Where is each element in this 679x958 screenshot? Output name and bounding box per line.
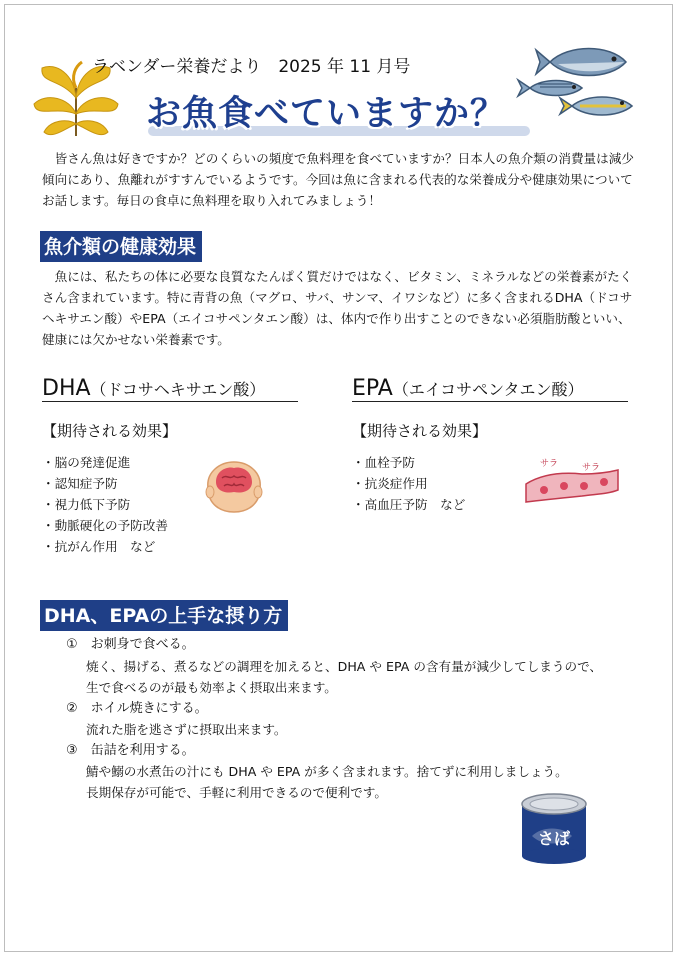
- list-item: ・ 抗炎症作用: [352, 473, 465, 494]
- epa-effects-heading: 【期待される効果】: [352, 422, 488, 440]
- step-2-title: ② ホイル焼きにする。: [66, 701, 208, 716]
- list-item: ・ 血栓予防: [352, 452, 465, 473]
- list-item: ・ 認知症予防: [42, 473, 168, 494]
- step-1-line: 焼く、揚げる、煮るなどの調理を加えると、DHA や EPA の含有量が減少してしまうので、: [86, 659, 603, 674]
- health-paragraph: 魚には、私たちの体に必要な良質なたんぱく質だけではなく、ビタミン、ミネラルなどの栄養素がたくさん含まれています。特に青背の魚（マグロ、サバ、サンマ、イワシなど）に多く含まれるDHA（ドコサヘキサエン酸）やEPA（エイコサペンタエン酸）は、体内で作り出すことのできない必須脂肪酸といい、健康には欠かせない栄養素です。: [42, 269, 633, 347]
- epa-effects-list: [352, 452, 465, 515]
- dha-full-name: （ドコサヘキサエン酸）: [90, 380, 266, 399]
- newsletter-name: ラベンダー栄養だより 2025 年 11 月号: [92, 57, 411, 77]
- list-item: ・ 高血圧予防 など: [352, 494, 465, 515]
- dha-title: [42, 376, 265, 401]
- dha-abbr: DHA: [42, 376, 91, 401]
- list-item: ・ 抗がん作用 など: [42, 536, 168, 557]
- step-3-title: ③ 缶詰を利用する。: [66, 743, 195, 758]
- page-title: お魚食べていますか？: [146, 94, 507, 134]
- dha-effects-heading: 【期待される効果】: [42, 422, 178, 440]
- step-3-line: 長期保存が可能で、手軽に利用できるので便利です。: [86, 785, 387, 800]
- epa-abbr: EPA: [352, 376, 393, 401]
- dha-rule: [42, 401, 298, 402]
- intro-paragraph: 皆さん魚は好きですか？どのくらいの頻度で魚料理を食べていますか？日本人の魚介類の消費量は減少傾向にあり、魚離れがすすんでいるようです。今回は魚に含まれる代表的な栄養成分や健康効果についてお話します。毎日の食卓に魚料理を取り入れてみましょう！: [42, 151, 634, 208]
- epa-title: [352, 376, 584, 401]
- list-item: ・ 脳の発達促進: [42, 452, 168, 473]
- step-1-title: ① お刺身で食べる。: [66, 637, 195, 652]
- list-item: ・ 動脈硬化の予防改善: [42, 515, 168, 536]
- epa-rule: [352, 401, 628, 402]
- list-item: ・ 視力低下予防: [42, 494, 168, 515]
- fish-group-icon: [514, 40, 640, 124]
- step-1-line: 生で食べるのが最も効率よく摂取出来ます。: [86, 680, 337, 695]
- can-label: さば: [538, 829, 571, 848]
- intake-section-heading: DHA、EPAの上手な摂り方: [40, 600, 288, 631]
- flow-label: サラ: [582, 463, 601, 473]
- epa-full-name: （エイコサペンタエン酸）: [392, 380, 584, 399]
- flow-label: サラ: [540, 459, 559, 469]
- mackerel-can: [518, 790, 590, 866]
- health-section-heading: 魚介類の健康効果: [40, 231, 202, 262]
- step-3-line: 鯖や鰯の水煮缶の汁にも DHA や EPA が多く含まれます。捨てずに利用しましょう。: [86, 764, 568, 779]
- step-2-line: 流れた脂を逃さずに摂取出来ます。: [86, 722, 287, 737]
- brain-icon: [202, 458, 266, 514]
- blood-vessel-icon: [522, 468, 622, 504]
- blood-vessel-illustration: [522, 454, 622, 508]
- dha-effects-list: [42, 452, 168, 557]
